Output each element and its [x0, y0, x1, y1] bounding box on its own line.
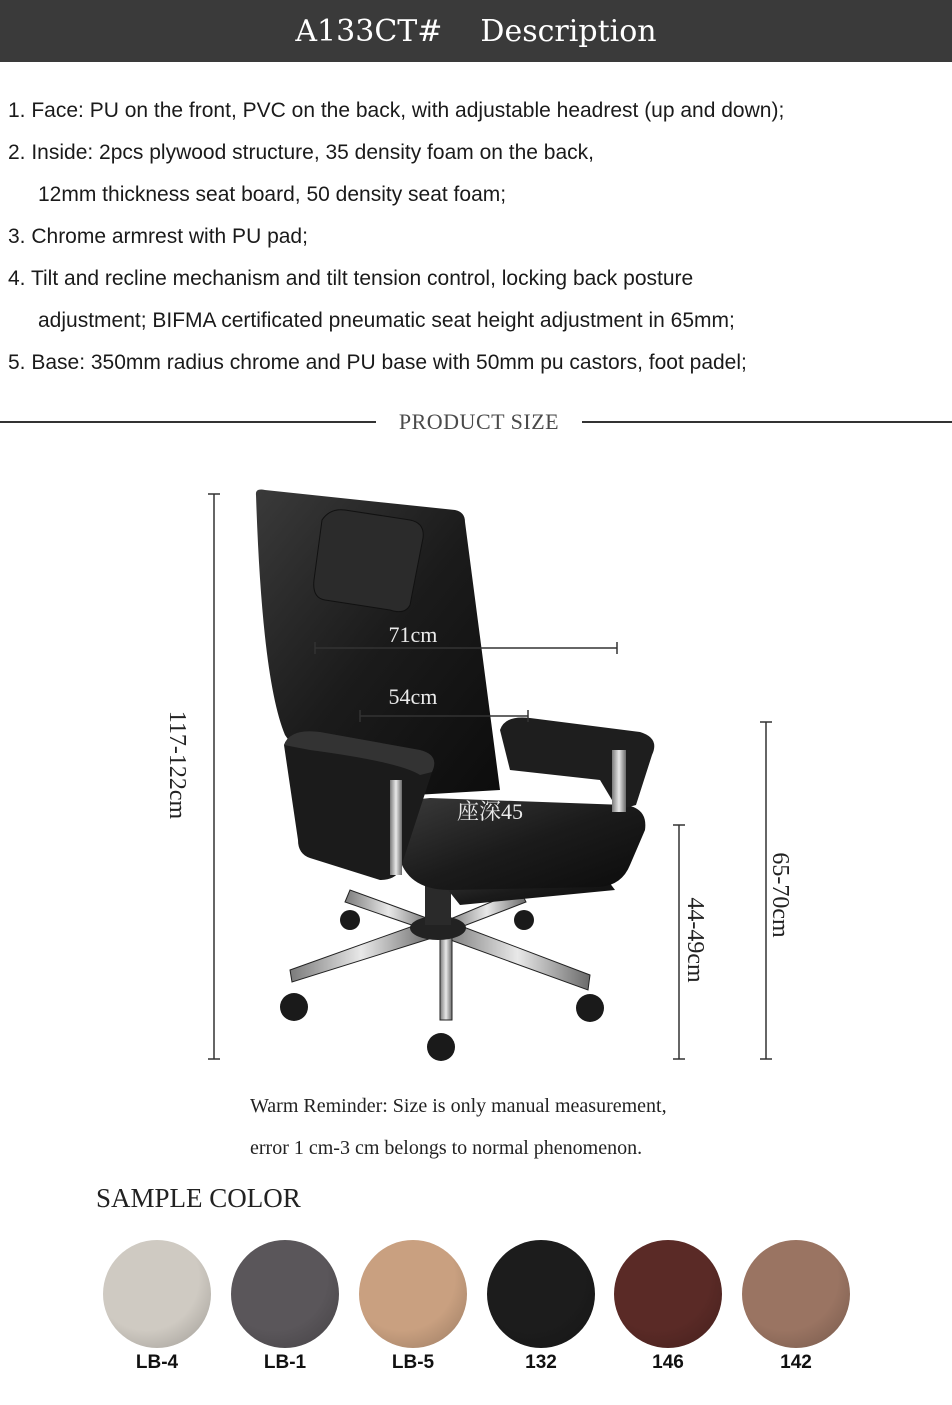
product-size-title: PRODUCT SIZE	[376, 406, 582, 438]
color-swatch	[614, 1240, 722, 1348]
swatch-code: 146	[652, 1352, 684, 1373]
warm-reminder	[250, 1085, 667, 1169]
description-line: adjustment; BIFMA certificated pneumatic seat height adjustment in 65mm;	[38, 309, 735, 332]
description-line: 3. Chrome armrest with PU pad;	[8, 225, 308, 248]
page-title: Description	[480, 13, 657, 49]
color-swatch	[742, 1240, 850, 1348]
description-line: 1. Face: PU on the front, PVC on the back, with adjustable headrest (up and down);	[8, 99, 785, 122]
swatch-code: 132	[525, 1352, 557, 1373]
color-swatch	[231, 1240, 339, 1348]
reminder-line: Warm Reminder: Size is only manual measurement,	[250, 1095, 667, 1117]
sample-color-swatches	[0, 1240, 952, 1380]
seat-depth-label: 座深45	[456, 799, 524, 824]
reminder-line: error 1 cm-3 cm belongs to normal phenomenon.	[250, 1137, 643, 1159]
swatch-code: LB-5	[391, 1352, 435, 1373]
swatch-code: LB-4	[135, 1352, 179, 1373]
model-number: A133CT#	[295, 13, 443, 49]
arm-height-label: 65-70cm	[767, 852, 793, 938]
description-line: 12mm thickness seat board, 50 density seat foam;	[38, 183, 507, 206]
color-swatch	[487, 1240, 595, 1348]
width-seat-label: 54cm	[388, 684, 438, 709]
description-line: 4. Tilt and recline mechanism and tilt tension control, locking back posture	[8, 267, 694, 290]
color-swatch	[103, 1240, 211, 1348]
swatch-code: LB-1	[263, 1352, 307, 1373]
seat-height-label: 44-49cm	[682, 897, 708, 983]
swatch-code: 142	[780, 1352, 812, 1373]
color-swatch	[359, 1240, 467, 1348]
description-line: 2. Inside: 2pcs plywood structure, 35 density foam on the back,	[8, 141, 594, 164]
width-top-label: 71cm	[388, 622, 438, 647]
description-list	[8, 90, 948, 384]
product-size-diagram	[0, 450, 952, 1070]
description-line: 5. Base: 350mm radius chrome and PU base with 50mm pu castors, foot padel;	[8, 351, 747, 374]
title-bar	[0, 0, 952, 62]
total-height-label: 117-122cm	[164, 710, 190, 820]
sample-color-title: SAMPLE COLOR	[96, 1183, 301, 1213]
chair-image	[256, 490, 654, 1061]
